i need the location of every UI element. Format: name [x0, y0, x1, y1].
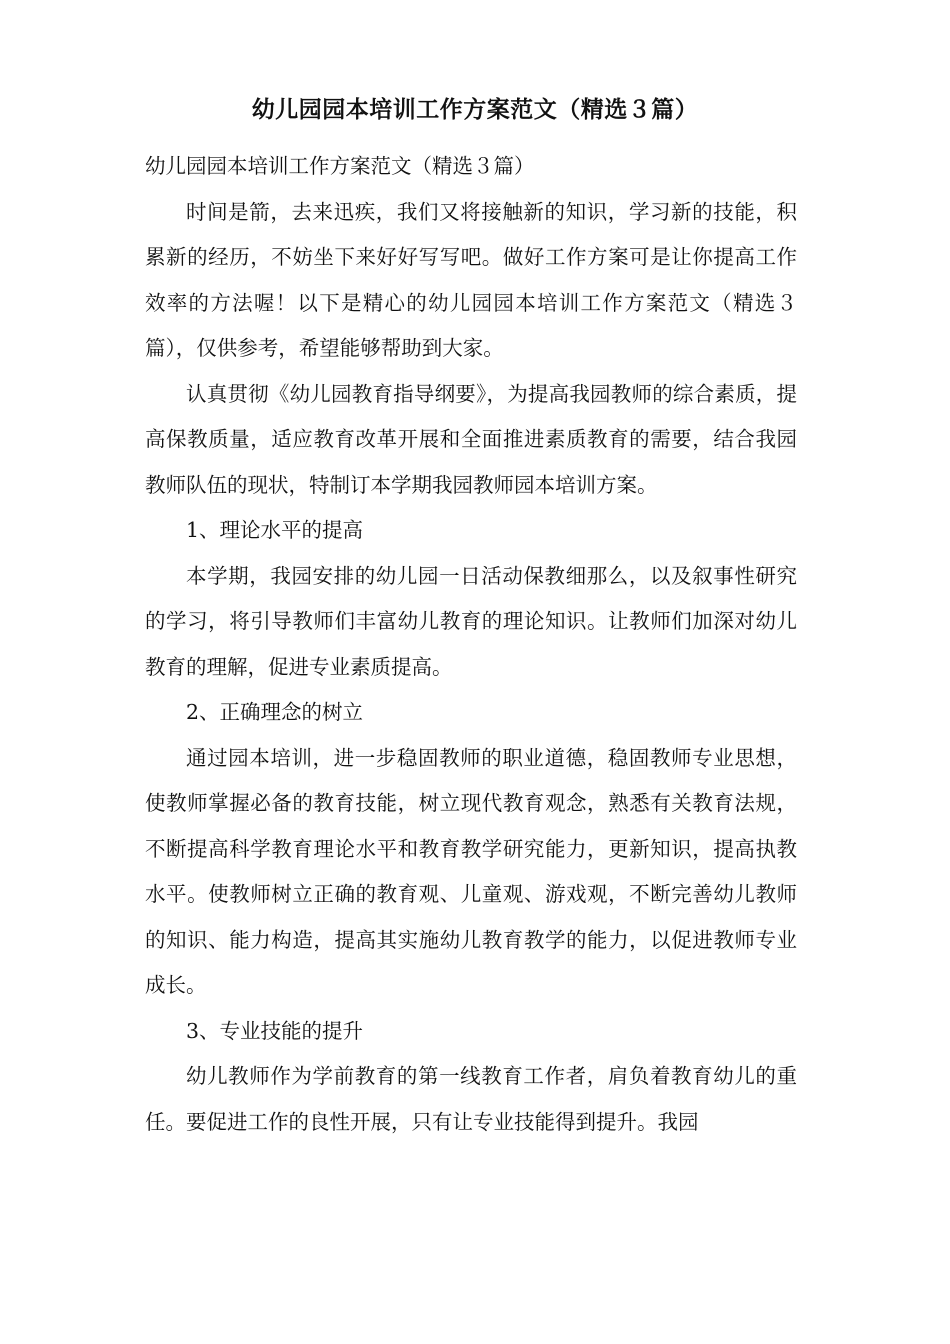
intro-paragraph: 时间是箭，去来迅疾，我们又将接触新的知识，学习新的技能，积累新的经历，不妨坐下来好好写写吧。做好工作方案可是让你提高工作效率的方法喔！以下是精心的幼儿园园本培训工作方案范文（精选３篇），仅供参考，希望能够帮助到大家。	[145, 199, 797, 360]
section-paragraph-1: 本学期，我园安排的幼儿园一日活动保教细那么，以及叙事性研究的学习，将引导教师们丰富幼儿教育的理论知识。让教师们加深对幼儿教育的理解，促进专业素质提高。	[145, 563, 797, 679]
purpose-paragraph: 认真贯彻《幼儿园教育指导纲要》，为提高我园教师的综合素质，提高保教质量，适应教育改革开展和全面推进素质教育的需要，结合我园教师队伍的现状，特制订本学期我园教师园本培训方案。	[145, 381, 797, 497]
section-heading-2: 2、正确理念的树立	[186, 700, 364, 724]
document-title: 幼儿园园本培训工作方案范文（精选３篇）	[251, 96, 699, 123]
section-heading-1: 1、理论水平的提高	[186, 518, 364, 542]
document-body	[145, 144, 797, 1145]
section-heading-3: 3、专业技能的提升	[186, 1018, 364, 1043]
document-subtitle: 幼儿园园本培训工作方案范文（精选３篇）	[145, 154, 535, 178]
section-paragraph-2: 通过园本培训，进一步稳固教师的职业道德，稳固教师专业思想，使教师掌握必备的教育技能，树立现代教育观念，熟悉有关教育法规，不断提高科学教育理论水平和教育教学研究能力，更新知识，提高执教水平。使教师树立正确的教育观、儿童观、游戏观，不断完善幼儿教师的知识、能力构造，提高其实施幼儿教育教学的能力，以促进教师专业成长。	[145, 745, 797, 997]
section-paragraph-3: 幼儿教师作为学前教育的第一线教育工作者，肩负着教育幼儿的重任。要促进工作的良性开展，只有让专业技能得到提升。我园	[145, 1064, 797, 1134]
